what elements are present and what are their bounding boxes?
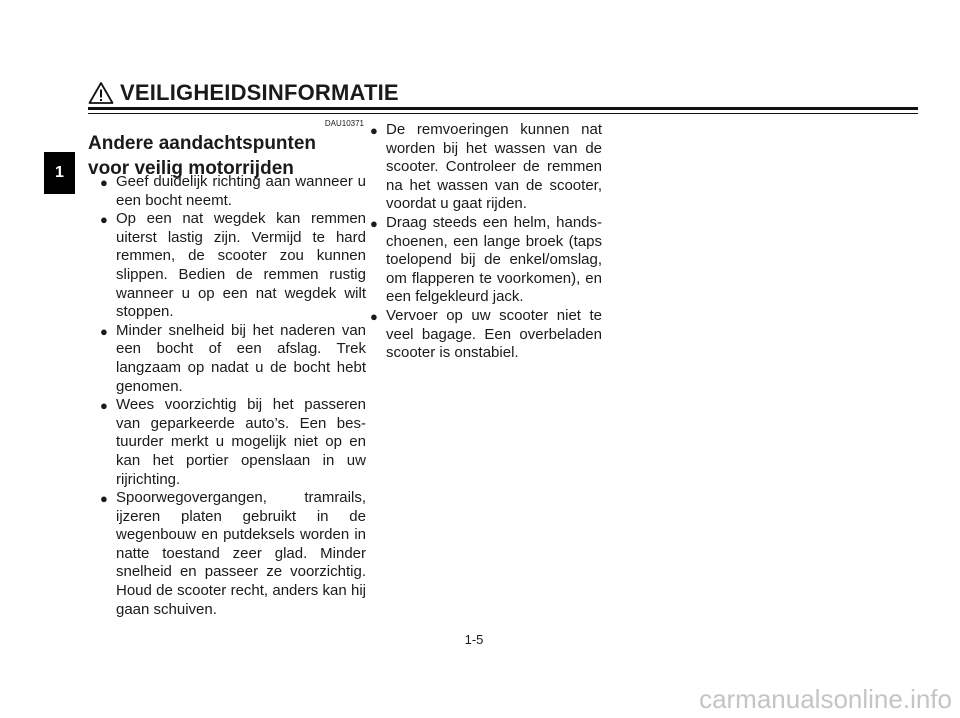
list-item-text: Minder snelheid bij het naderen van een bocht of een afslag. Trek langzaam op nadat u de bocht hebt genomen. <box>116 321 366 395</box>
bullet-icon: ● <box>100 212 108 228</box>
list-item-text: Geef duidelijk richting aan wanneer u een bocht neemt. <box>116 173 366 209</box>
list-item <box>98 489 366 619</box>
section-heading-line-1: Andere aandachtspunten <box>88 133 317 154</box>
page-number: 1-5 <box>464 632 484 647</box>
right-column-list <box>368 121 602 363</box>
document-code: DAU10371 <box>324 119 364 128</box>
bullet-icon: ● <box>100 398 108 414</box>
list-item <box>98 210 366 322</box>
header-title: VEILIGHEIDSINFORMATIE <box>120 80 399 105</box>
list-item <box>98 396 366 489</box>
list-item-text: Draag steeds een helm, handschoenen, een lange broek (taps toelopend bij de enkel/omslag, om flapperen te voorkomen), en een felgekleurd jack. <box>386 213 602 306</box>
list-item-text: Op een nat wegdek kan remmen uiterst lastig zijn. Vermijd te hard remmen, de scooter zou kunnen slippen. Bedien de remmen rustig wanneer u op een nat wegdek wilt stoppen. <box>116 210 366 321</box>
bullet-icon: ● <box>370 308 378 324</box>
list-item <box>368 214 602 307</box>
bullet-icon: ● <box>370 215 378 231</box>
list-item <box>98 173 366 210</box>
left-column-list <box>98 173 366 619</box>
list-item <box>368 307 602 363</box>
watermark: carmanualsonline.info <box>699 684 952 714</box>
list-item-text: Vervoer op uw scooter niet te veel bagage. Een overbeladen scooter is onstabiel. <box>386 306 602 362</box>
section-header <box>88 78 399 108</box>
header-rule <box>88 107 918 110</box>
bullet-icon: ● <box>100 323 108 339</box>
list-item <box>368 121 602 214</box>
bullet-icon: ● <box>100 175 108 190</box>
list-item-text: Wees voorzichtig bij het passeren van geparkeerde auto’s. Een bestuurder merkt u mogelijk niet op en kan het portier openslaan in uw rijrichting. <box>116 396 366 488</box>
bullet-icon: ● <box>100 491 108 507</box>
chapter-tab <box>44 152 75 194</box>
header-rule-thin <box>88 113 918 114</box>
list-item <box>98 322 366 396</box>
section-heading-line-2: voor veilig motorrijden <box>88 158 294 179</box>
chapter-tab-label: 1 <box>55 164 64 181</box>
warning-triangle-icon <box>88 81 114 105</box>
bullet-icon: ● <box>370 123 378 138</box>
list-item-text: Spoorwegovergangen, tramrails, ijzeren platen gebruikt in de wegenbouw en putdeksels worden in natte toestand zeer glad. Minder snelheid en passeer ze voorzichtig. Houd de scooter recht, anders kan hij gaan schuiven. <box>116 489 366 618</box>
list-item-text: De remvoeringen kunnen nat worden bij het wassen van de scooter. Controleer de remmen na het wassen van de scooter, voordat u gaat rijden. <box>386 121 602 213</box>
